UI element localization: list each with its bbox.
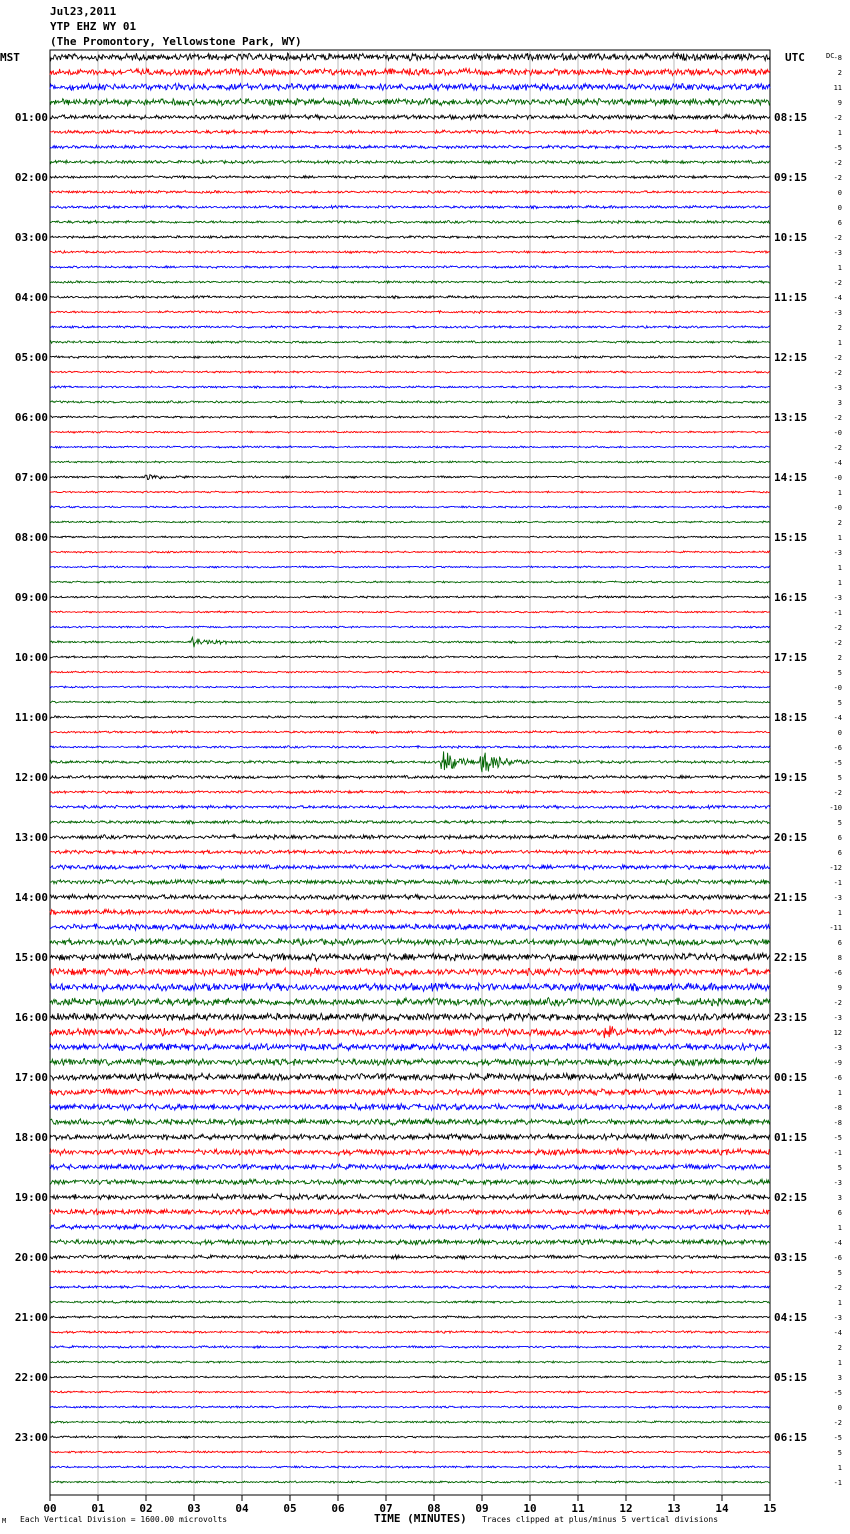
mst-hour-label: 15:00: [14, 951, 48, 964]
utc-hour-label: 13:15: [774, 411, 808, 424]
trace-92: [50, 1436, 770, 1438]
trace-33: [50, 551, 770, 553]
trace-84: [50, 1316, 770, 1318]
utc-hour-label: 20:15: [774, 831, 808, 844]
trace-95: [50, 1481, 770, 1483]
dc-offset-label: -2: [833, 639, 842, 647]
corner-mark: M: [2, 1517, 7, 1525]
dc-offset-label: -10: [829, 804, 842, 812]
dc-offset-label: 3: [837, 1194, 842, 1202]
dc-offset-label: -2: [833, 1419, 842, 1427]
dc-offset-label: 1: [837, 1299, 842, 1307]
trace-24: [50, 416, 770, 418]
dc-offset-label: 6: [837, 849, 842, 857]
dc-offset-label: -2: [833, 234, 842, 242]
mst-hour-label: 04:00: [14, 291, 48, 304]
trace-41: [50, 671, 770, 673]
mst-hour-label: 20:00: [14, 1251, 48, 1264]
mst-hour-label: 23:00: [14, 1431, 48, 1444]
header-station: YTP EHZ WY 01: [50, 20, 137, 33]
trace-91: [50, 1421, 770, 1423]
trace-46: [50, 746, 770, 749]
trace-40: [50, 656, 770, 658]
utc-hour-label: 14:15: [774, 471, 808, 484]
mst-hour-label: 11:00: [14, 711, 48, 724]
dc-offset-label: -1: [833, 1149, 842, 1157]
trace-15: [50, 281, 770, 284]
trace-48: [50, 775, 770, 779]
trace-56: [50, 894, 770, 899]
dc-offset-label: -3: [833, 384, 842, 392]
dc-offset-label: 5: [837, 669, 842, 677]
dc-offset-label: -6: [833, 1254, 842, 1262]
trace-18: [50, 326, 770, 328]
trace-22: [50, 386, 770, 388]
clip-note: Traces clipped at plus/minus 5 vertical divisions: [482, 1515, 719, 1524]
trace-59: [50, 939, 770, 946]
dc-offset-label: -1: [833, 609, 842, 617]
trace-81: [50, 1271, 770, 1274]
dc-offset-label: 5: [837, 1449, 842, 1457]
trace-34: [50, 566, 770, 568]
mst-hour-label: 18:00: [14, 1131, 48, 1144]
trace-19: [50, 341, 770, 343]
trace-32: [50, 536, 770, 538]
mst-hour-label: 16:00: [14, 1011, 48, 1024]
dc-offset-label: -9: [833, 1059, 842, 1067]
mst-hour-label: 10:00: [14, 651, 48, 664]
trace-4: [50, 115, 770, 120]
dc-offset-label: -12: [829, 864, 842, 872]
dc-offset-label: -2: [833, 174, 842, 182]
dc-offset-label: 5: [837, 1164, 842, 1172]
x-tick-label-02: 02: [139, 1502, 153, 1515]
trace-26: [50, 446, 770, 448]
trace-67: [50, 1058, 770, 1066]
utc-hour-label: 15:15: [774, 531, 808, 544]
x-tick-label-14: 14: [715, 1502, 729, 1515]
mst-hour-label: 03:00: [14, 231, 48, 244]
utc-hour-label: 06:15: [774, 1431, 808, 1444]
x-tick-label-06: 06: [331, 1502, 345, 1515]
trace-35: [50, 581, 770, 583]
dc-offset-label: 1: [837, 909, 842, 917]
trace-23: [50, 401, 770, 404]
x-tick-label-03: 03: [187, 1502, 201, 1515]
dc-offset-label: 1: [837, 1089, 842, 1097]
dc-offset-label: -4: [833, 294, 842, 302]
dc-offset-label: -2: [833, 624, 842, 632]
mst-hour-label: 05:00: [14, 351, 48, 364]
right-axis-label: UTC: [785, 51, 805, 64]
x-tick-label-09: 09: [475, 1502, 489, 1515]
mst-hour-label: 02:00: [14, 171, 48, 184]
dc-offset-label: 1: [837, 579, 842, 587]
dc-offset-label: -6: [833, 744, 842, 752]
dc-offset-label: 0: [837, 189, 842, 197]
dc-offset-label: -3: [833, 894, 842, 902]
dc-offset-label: 11: [833, 84, 842, 92]
trace-0: [50, 53, 770, 61]
mst-hour-label: 21:00: [14, 1311, 48, 1324]
utc-hour-label: 08:15: [774, 111, 808, 124]
dc-offset-label: 1: [837, 489, 842, 497]
trace-16: [50, 296, 770, 299]
trace-82: [50, 1286, 770, 1289]
x-tick-label-01: 01: [91, 1502, 105, 1515]
trace-47: [50, 751, 770, 772]
x-tick-label-11: 11: [571, 1502, 585, 1515]
trace-58: [50, 924, 770, 931]
trace-88: [50, 1376, 770, 1378]
trace-44: [50, 716, 770, 719]
trace-50: [50, 805, 770, 809]
trace-43: [50, 701, 770, 703]
dc-offset-label: 6: [837, 1209, 842, 1217]
trace-65: [50, 1026, 770, 1038]
trace-93: [50, 1451, 770, 1453]
trace-9: [50, 191, 770, 194]
dc-offset-label: 1: [837, 1359, 842, 1367]
dc-offset-label: -5: [833, 759, 842, 767]
trace-86: [50, 1346, 770, 1349]
trace-6: [50, 145, 770, 148]
dc-offset-label: -3: [833, 309, 842, 317]
utc-hour-label: 21:15: [774, 891, 808, 904]
dc-offset-label: 6: [837, 219, 842, 227]
dc-offset-label: -0: [833, 429, 842, 437]
dc-offset-label: -5: [833, 144, 842, 152]
dc-offset-label: -4: [833, 1329, 842, 1337]
dc-offset-label: -8: [833, 54, 842, 62]
dc-offset-label: -2: [833, 354, 842, 362]
trace-2: [50, 83, 770, 90]
trace-20: [50, 356, 770, 359]
dc-offset-label: 2: [837, 324, 842, 332]
trace-76: [50, 1194, 770, 1200]
trace-13: [50, 251, 770, 253]
utc-hour-label: 04:15: [774, 1311, 808, 1324]
dc-offset-label: 9: [837, 99, 842, 107]
trace-36: [50, 596, 770, 598]
dc-offset-label: 2: [837, 1344, 842, 1352]
trace-7: [50, 160, 770, 163]
dc-offset-label: -2: [833, 414, 842, 422]
trace-31: [50, 521, 770, 523]
trace-55: [50, 880, 770, 885]
dc-offset-label: 2: [837, 69, 842, 77]
dc-offset-label: 1: [837, 534, 842, 542]
dc-offset-label: -3: [833, 1044, 842, 1052]
trace-12: [50, 236, 770, 239]
dc-offset-label: -2: [833, 444, 842, 452]
dc-offset-label: -3: [833, 249, 842, 257]
trace-80: [50, 1255, 770, 1259]
mst-hour-label: 12:00: [14, 771, 48, 784]
dc-offset-label: 5: [837, 819, 842, 827]
utc-hour-label: 17:15: [774, 651, 808, 664]
trace-72: [50, 1134, 770, 1140]
mst-hour-label: 14:00: [14, 891, 48, 904]
dc-offset-label: -8: [833, 1104, 842, 1112]
trace-87: [50, 1361, 770, 1363]
dc-offset-label: 1: [837, 1224, 842, 1232]
dc-offset-label: 1: [837, 129, 842, 137]
dc-offset-label: -11: [829, 924, 842, 932]
dc-offset-label: -4: [833, 1239, 842, 1247]
trace-61: [50, 968, 770, 976]
x-tick-label-07: 07: [379, 1502, 393, 1515]
utc-hour-label: 09:15: [774, 171, 808, 184]
trace-42: [50, 686, 770, 688]
x-tick-label-12: 12: [619, 1502, 633, 1515]
trace-74: [50, 1164, 770, 1170]
utc-hour-label: 23:15: [774, 1011, 808, 1024]
header-date: Jul23,2011: [50, 5, 117, 18]
trace-3: [50, 98, 770, 105]
scale-note: Each Vertical Division = 1600.00 microvolts: [20, 1515, 228, 1524]
trace-45: [50, 731, 770, 734]
trace-5: [50, 130, 770, 134]
mst-hour-label: 13:00: [14, 831, 48, 844]
dc-offset-label: -8: [833, 1119, 842, 1127]
utc-hour-label: 16:15: [774, 591, 808, 604]
mst-hour-label: 06:00: [14, 411, 48, 424]
dc-offset-label: -6: [833, 969, 842, 977]
trace-66: [50, 1043, 770, 1051]
trace-38: [50, 626, 770, 628]
trace-51: [50, 820, 770, 824]
dc-offset-label: -2: [833, 369, 842, 377]
trace-10: [50, 206, 770, 209]
dc-offset-label: 5: [837, 774, 842, 782]
x-tick-label-05: 05: [283, 1502, 297, 1515]
trace-78: [50, 1224, 770, 1229]
dc-offset-label: -1: [833, 1479, 842, 1487]
trace-75: [50, 1179, 770, 1185]
dc-offset-label: 1: [837, 339, 842, 347]
trace-73: [50, 1149, 770, 1156]
mst-hour-label: 07:00: [14, 471, 48, 484]
dc-offset-label: 6: [837, 939, 842, 947]
mst-hour-label: 09:00: [14, 591, 48, 604]
trace-29: [50, 491, 770, 493]
dc-offset-label: -2: [833, 159, 842, 167]
trace-89: [50, 1391, 770, 1393]
dc-offset-label: -4: [833, 714, 842, 722]
dc-offset-label: 1: [837, 1464, 842, 1472]
mst-hour-label: 19:00: [14, 1191, 48, 1204]
mst-hour-label: 01:00: [14, 111, 48, 124]
utc-hour-label: 05:15: [774, 1371, 808, 1384]
dc-offset-label: -0: [833, 474, 842, 482]
trace-27: [50, 461, 770, 463]
x-axis-label: TIME (MINUTES): [374, 1512, 467, 1525]
utc-hour-label: 01:15: [774, 1131, 808, 1144]
mst-hour-label: 17:00: [14, 1071, 48, 1084]
utc-hour-label: 10:15: [774, 231, 808, 244]
dc-offset-label: 12: [833, 1029, 842, 1037]
trace-14: [50, 266, 770, 269]
x-tick-label-10: 10: [523, 1502, 537, 1515]
trace-39: [50, 637, 770, 647]
trace-70: [50, 1104, 770, 1111]
trace-57: [50, 909, 770, 915]
utc-hour-label: 03:15: [774, 1251, 808, 1264]
trace-77: [50, 1209, 770, 1215]
trace-85: [50, 1331, 770, 1334]
dc-offset-label: 3: [837, 1374, 842, 1382]
dc-offset-label: -2: [833, 279, 842, 287]
utc-hour-label: 19:15: [774, 771, 808, 784]
dc-offset-label: -3: [833, 1314, 842, 1322]
trace-8: [50, 176, 770, 179]
dc-offset-label: -3: [833, 549, 842, 557]
dc-offset-label: 9: [837, 984, 842, 992]
dc-offset-label: -2: [833, 999, 842, 1007]
dc-offset-label: -2: [833, 1284, 842, 1292]
dc-offset-label: 0: [837, 204, 842, 212]
utc-hour-label: 22:15: [774, 951, 808, 964]
trace-49: [50, 791, 770, 794]
dc-offset-label: -5: [833, 1134, 842, 1142]
dc-offset-label: -0: [833, 504, 842, 512]
trace-90: [50, 1406, 770, 1408]
dc-offset-label: -3: [833, 594, 842, 602]
dc-offset-label: 3: [837, 399, 842, 407]
mst-hour-label: 08:00: [14, 531, 48, 544]
trace-25: [50, 431, 770, 433]
trace-69: [50, 1089, 770, 1096]
trace-1: [50, 68, 770, 76]
dc-offset-label: 1: [837, 264, 842, 272]
dc-offset-label: -4: [833, 459, 842, 467]
dc-offset-label: 5: [837, 1269, 842, 1277]
utc-hour-label: 18:15: [774, 711, 808, 724]
dc-offset-label: -0: [833, 684, 842, 692]
header-location: (The Promontory, Yellowstone Park, WY): [50, 35, 302, 48]
dc-offset-label: 2: [837, 654, 842, 662]
dc-offset-label: -2: [833, 789, 842, 797]
dc-offset-label: 0: [837, 729, 842, 737]
trace-83: [50, 1301, 770, 1304]
dc-offset-label: -5: [833, 1389, 842, 1397]
trace-79: [50, 1239, 770, 1245]
x-tick-label-08: 08: [427, 1502, 441, 1515]
trace-37: [50, 611, 770, 613]
dc-offset-label: -2: [833, 114, 842, 122]
left-axis-label: MST: [0, 51, 20, 64]
dc-offset-label: 1: [837, 564, 842, 572]
mst-hour-label: 22:00: [14, 1371, 48, 1384]
trace-53: [50, 850, 770, 854]
dc-offset-label: 2: [837, 519, 842, 527]
utc-hour-label: 00:15: [774, 1071, 808, 1084]
trace-94: [50, 1466, 770, 1468]
trace-17: [50, 311, 770, 314]
trace-60: [50, 953, 770, 961]
trace-30: [50, 506, 770, 508]
dc-offset-label: -6: [833, 1074, 842, 1082]
dc-offset-label: -1: [833, 879, 842, 887]
utc-hour-label: 12:15: [774, 351, 808, 364]
utc-hour-label: 11:15: [774, 291, 808, 304]
x-tick-label-04: 04: [235, 1502, 249, 1515]
trace-64: [50, 1013, 770, 1021]
dc-offset-label: -3: [833, 1179, 842, 1187]
dc-offset-label: 6: [837, 834, 842, 842]
trace-52: [50, 835, 770, 840]
trace-28: [50, 475, 770, 480]
dc-label: DC: [826, 52, 835, 60]
x-tick-label-15: 15: [763, 1502, 777, 1515]
dc-offset-label: 5: [837, 699, 842, 707]
dc-offset-label: 0: [837, 1404, 842, 1412]
trace-68: [50, 1073, 770, 1081]
utc-hour-label: 02:15: [774, 1191, 808, 1204]
trace-21: [50, 371, 770, 373]
x-tick-label-13: 13: [667, 1502, 681, 1515]
trace-54: [50, 865, 770, 870]
x-tick-label-00: 00: [43, 1502, 57, 1515]
dc-offset-label: 8: [837, 954, 842, 962]
trace-62: [50, 983, 770, 992]
trace-63: [50, 998, 770, 1007]
trace-11: [50, 221, 770, 224]
trace-71: [50, 1119, 770, 1126]
dc-offset-label: -3: [833, 1014, 842, 1022]
dc-offset-label: -5: [833, 1434, 842, 1442]
